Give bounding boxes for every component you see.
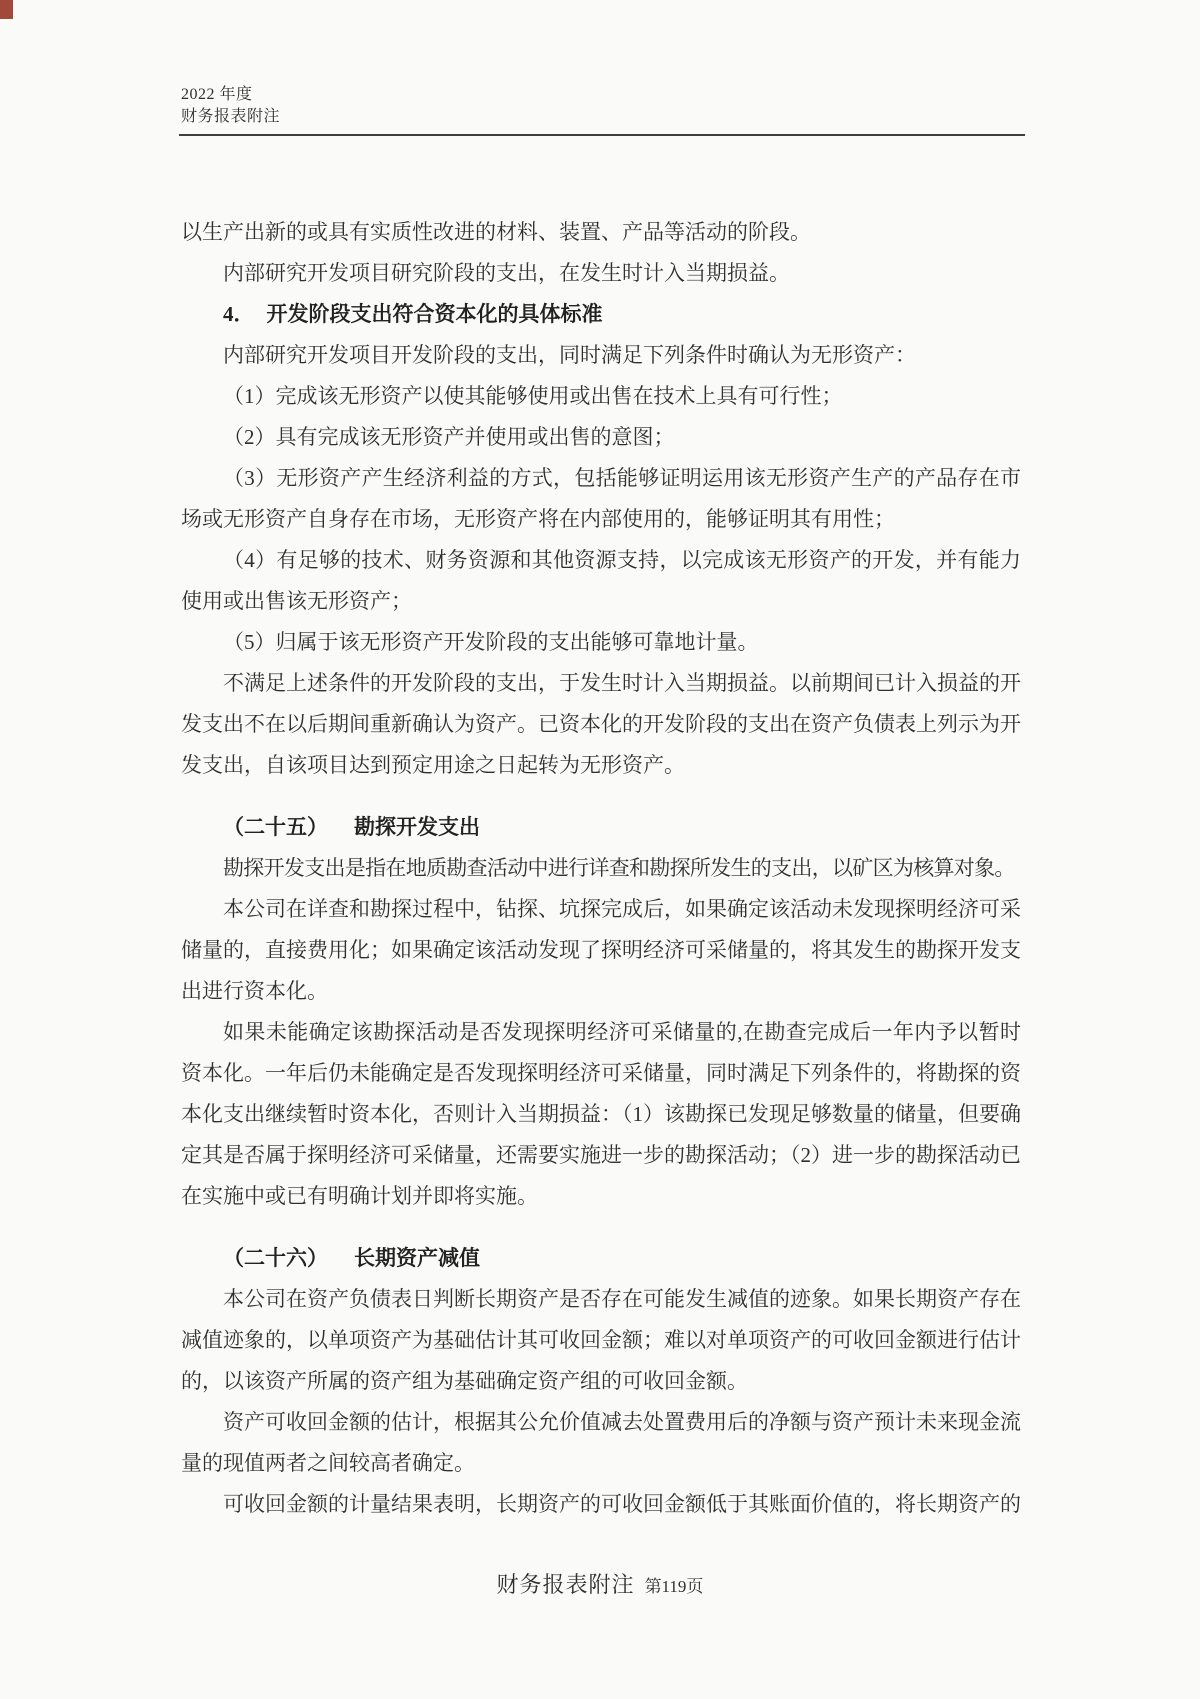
heading-label: （二十五） [223,815,328,839]
heading-title: 勘探开发支出 [354,815,480,839]
section-heading [181,294,1021,335]
page-header [181,84,280,128]
paragraph: （5）归属于该无形资产开发阶段的支出能够可靠地计量。 [223,630,759,654]
section-heading [181,807,1021,848]
paragraph: （2）具有完成该无形资产并使用或出售的意图； [223,425,675,449]
scan-corner-mark [0,0,13,19]
footer-page-number: 第119页 [644,1577,704,1596]
paragraph: （4）有足够的技术、财务资源和其他资源支持，以完成该无形资产的开发，并有能力使用或出售该无形资产； [181,548,1021,613]
heading-title: 长期资产减值 [354,1246,480,1270]
paragraph: 可收回金额的计量结果表明，长期资产的可收回金额低于其账面价值的，将长期资产的 [223,1492,1021,1516]
paragraph: 资产可收回金额的估计，根据其公允价值减去处置费用后的净额与资产预计未来现金流量的现值两者之间较高者确定。 [181,1410,1021,1475]
paragraph: 本公司在详查和勘探过程中，钻探、坑探完成后，如果确定该活动未发现探明经济可采储量的，直接费用化；如果确定该活动发现了探明经济可采储量的，将其发生的勘探开发支出进行资本化。 [181,897,1021,1003]
document-body [181,212,1021,1525]
footer-doc-title: 财务报表附注 [496,1572,635,1597]
header-year-line: 2022 年度 [181,86,253,103]
heading-label: 4． [223,302,255,326]
paragraph: 如果未能确定该勘探活动是否发现探明经济可采储量的,在勘查完成后一年内予以暂时资本化。一年后仍未能确定是否发现探明经济可采储量，同时满足下列条件的，将勘探的资本化支出继续暂时资本化，否则计入当期损益：（1）该勘探已发现足够数量的储量，但要确定其是否属于探明经济可采储量，还需要实施进一步的勘探活动；（2）进一步的勘探活动已在实施中或已有明确计划并即将实施。 [181,1020,1021,1208]
paragraph: 以生产出新的或具有实质性改进的材料、装置、产品等活动的阶段。 [181,220,811,244]
header-doc-line: 财务报表附注 [181,108,281,125]
paragraph: 本公司在资产负债表日判断长期资产是否存在可能发生减值的迹象。如果长期资产存在减值迹象的，以单项资产为基础估计其可收回金额；难以对单项资产的可收回金额进行估计的，以该资产所属的资产组为基础确定资产组的可收回金额。 [181,1287,1021,1393]
paragraph: （3）无形资产产生经济利益的方式，包括能够证明运用该无形资产生产的产品存在市场或无形资产自身存在市场，无形资产将在内部使用的，能够证明其有用性； [181,466,1021,531]
paragraph: 勘探开发支出是指在地质勘查活动中进行详查和勘探所发生的支出，以矿区为核算对象。 [223,856,1015,880]
heading-label: （二十六） [223,1246,328,1270]
paragraph: 内部研究开发项目研究阶段的支出，在发生时计入当期损益。 [223,261,790,285]
paragraph: 不满足上述条件的开发阶段的支出，于发生时计入当期损益。以前期间已计入损益的开发支出不在以后期间重新确认为资产。已资本化的开发阶段的支出在资产负债表上列示为开发支出，自该项目达到预定用途之日起转为无形资产。 [181,671,1021,777]
paragraph: 内部研究开发项目开发阶段的支出，同时满足下列条件时确认为无形资产： [223,343,916,367]
page-footer [0,1568,1200,1599]
section-heading [181,1238,1021,1279]
paragraph: （1）完成该无形资产以使其能够使用或出售在技术上具有可行性； [223,384,843,408]
header-rule [179,134,1025,136]
heading-title: 开发阶段支出符合资本化的具体标准 [266,302,603,326]
